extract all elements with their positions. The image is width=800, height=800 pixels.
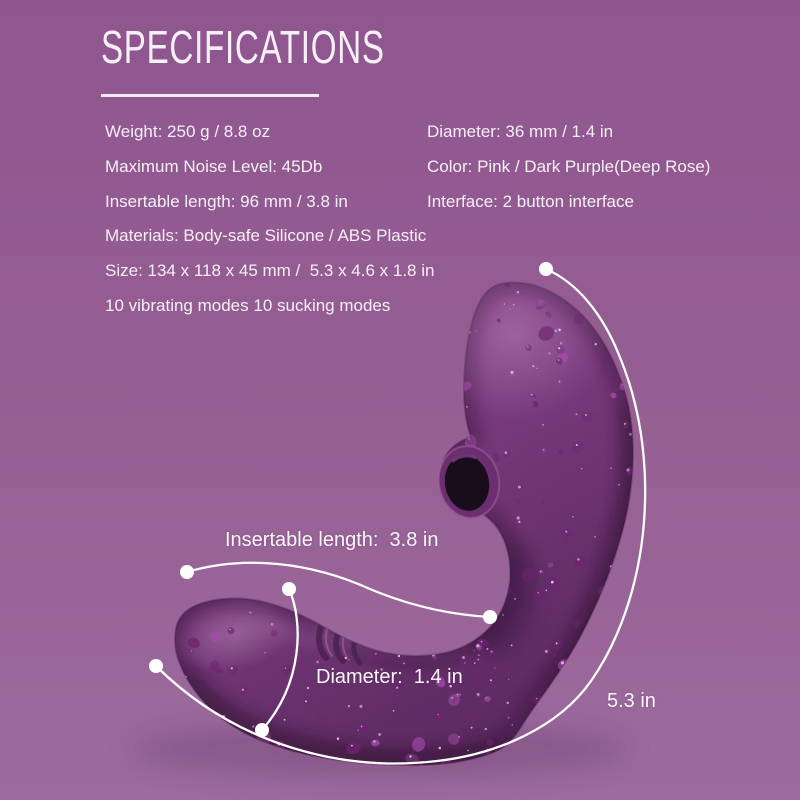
spec-diameter: Diameter: 36 mm / 1.4 in xyxy=(427,122,614,141)
spec-materials: Materials: Body-safe Silicone / ABS Plastic xyxy=(105,226,427,246)
measurement-dot xyxy=(483,610,497,624)
measurement-dot xyxy=(255,723,269,737)
spec-noise-level: Maximum Noise Level: 45Db xyxy=(105,156,323,176)
diameter-label: Diameter: 1.4 in xyxy=(316,666,463,688)
measurement-dot xyxy=(282,582,296,596)
page-title: SPECIFICATIONS xyxy=(101,21,385,73)
measurement-dot xyxy=(539,262,553,276)
spec-size: Size: 134 x 118 x 45 mm / 5.3 x 4.6 x 1.8 in xyxy=(105,261,435,281)
spec-color: Color: Pink / Dark Purple(Deep Rose) xyxy=(427,156,711,176)
measurement-dot xyxy=(180,565,194,579)
measurement-dot xyxy=(149,659,163,673)
total-length-label: 5.3 in xyxy=(607,690,656,712)
spec-weight: Weight: 250 g / 8.8 oz xyxy=(105,122,271,141)
insertable-length-label: Insertable length: 3.8 in xyxy=(225,529,439,551)
spec-interface: Interface: 2 button interface xyxy=(427,191,634,211)
spec-insertable-length: Insertable length: 96 mm / 3.8 in xyxy=(105,191,348,211)
spec-modes: 10 vibrating modes 10 sucking modes xyxy=(105,295,391,315)
head-highlight xyxy=(420,250,610,420)
